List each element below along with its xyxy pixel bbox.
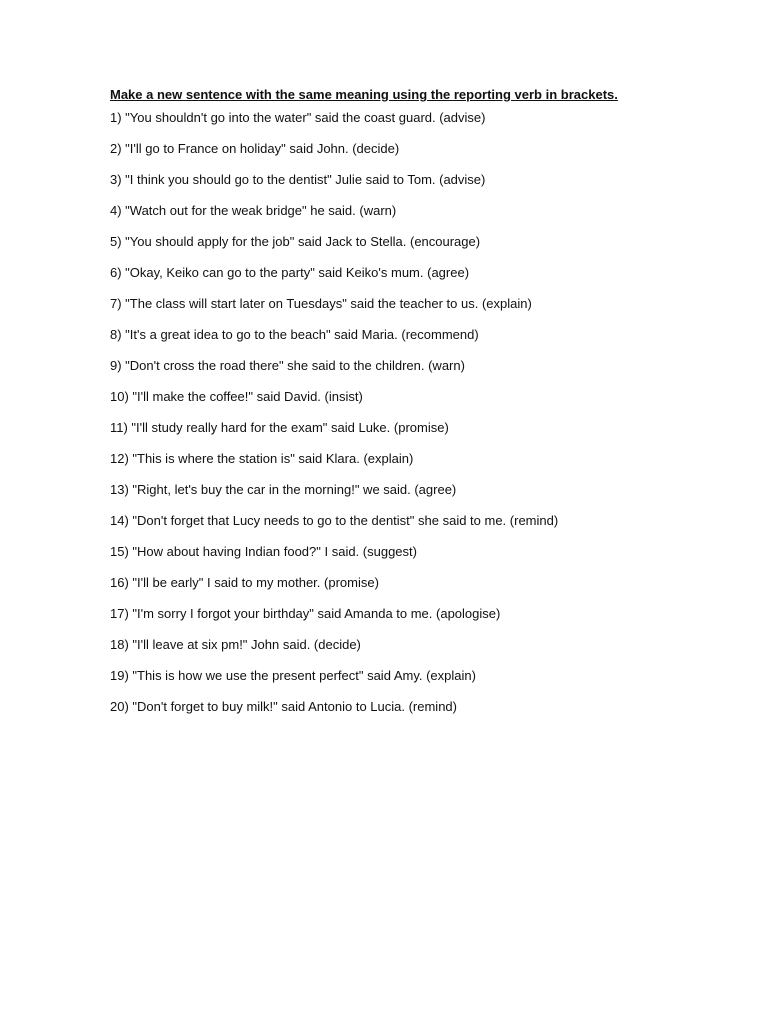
exercise-item-13: 13) "Right, let's buy the car in the morning!" we said. (agree) [110,482,457,497]
document-page [110,86,730,729]
exercise-item-2: 2) "I'll go to France on holiday" said John. (decide) [110,141,400,156]
exercise-item-17: 17) "I'm sorry I forgot your birthday" said Amanda to me. (apologise) [110,606,501,621]
exercise-item-1: 1) "You shouldn't go into the water" said the coast guard. (advise) [110,110,486,125]
exercise-item-7: 7) "The class will start later on Tuesdays" said the teacher to us. (explain) [110,296,532,311]
exercise-item-4: 4) "Watch out for the weak bridge" he said. (warn) [110,203,397,218]
exercise-item-16: 16) "I'll be early" I said to my mother. (promise) [110,575,379,590]
exercise-item-19: 19) "This is how we use the present perfect" said Amy. (explain) [110,668,476,683]
exercise-item-20: 20) "Don't forget to buy milk!" said Antonio to Lucia. (remind) [110,699,457,714]
exercise-item-6: 6) "Okay, Keiko can go to the party" said Keiko's mum. (agree) [110,265,470,280]
exercise-item-18: 18) "I'll leave at six pm!" John said. (decide) [110,637,361,652]
exercise-item-3: 3) "I think you should go to the dentist" Julie said to Tom. (advise) [110,172,486,187]
exercise-item-14: 14) "Don't forget that Lucy needs to go to the dentist" she said to me. (remind) [110,513,559,528]
exercise-item-12: 12) "This is where the station is" said Klara. (explain) [110,451,414,466]
exercise-item-5: 5) "You should apply for the job" said Jack to Stella. (encourage) [110,234,481,249]
exercise-item-8: 8) "It's a great idea to go to the beach" said Maria. (recommend) [110,327,479,342]
exercise-item-15: 15) "How about having Indian food?" I said. (suggest) [110,544,417,559]
exercise-list [110,109,730,715]
instruction-heading: Make a new sentence with the same meaning using the reporting verb in brackets. [110,87,618,102]
exercise-item-10: 10) "I'll make the coffee!" said David. (insist) [110,389,363,404]
exercise-item-11: 11) "I'll study really hard for the exam" said Luke. (promise) [110,420,449,435]
exercise-item-9: 9) "Don't cross the road there" she said to the children. (warn) [110,358,465,373]
